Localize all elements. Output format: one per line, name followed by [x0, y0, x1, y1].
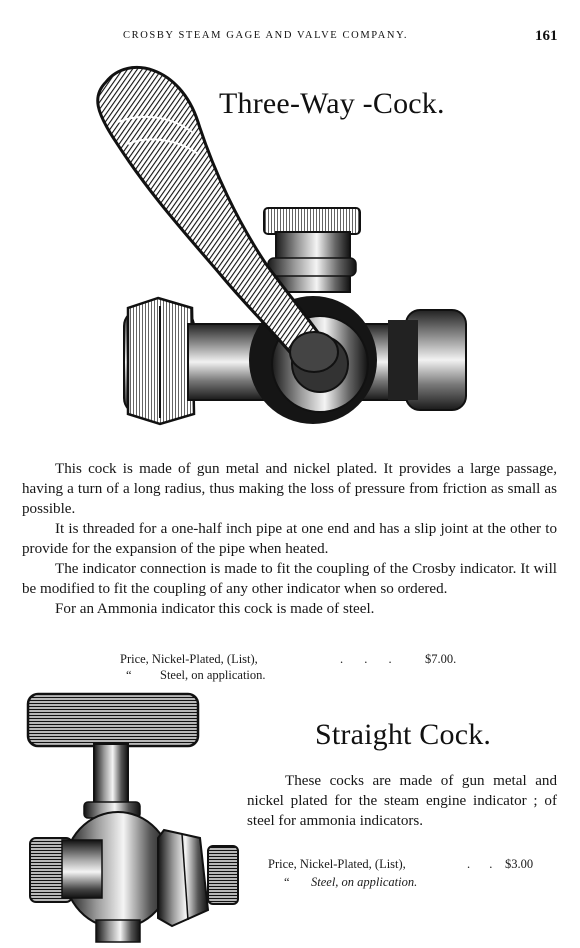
straight-cock-description [247, 771, 557, 831]
straight-cock-illustration [22, 690, 244, 946]
straight-cock-heading: Straight Cock. [315, 718, 492, 751]
price-label: Price, Nickel-Plated, (List), [120, 652, 258, 666]
paragraph: The indicator connection is made to fit the coupling of the Crosby indicator. It will be modified to fit the coupling of any other indicator when so ordered. [22, 561, 557, 597]
paragraph: It is threaded for a one-half inch pipe at one end and has a slip joint at the other to provide for the expansion of the pipe when heated. [22, 521, 557, 557]
three-way-cock-description [22, 459, 557, 619]
running-head [0, 30, 580, 50]
paragraph: For an Ammonia indicator this cock is made of steel. [55, 601, 375, 617]
steel-price-note: Steel, on application. [160, 668, 266, 682]
three-way-cock-heading: Three-Way -Cock. [219, 87, 445, 120]
ditto-mark: “ [284, 875, 290, 889]
price-amount: $7.00. [425, 652, 457, 666]
paragraph: This cock is made of gun metal and nickel plated. It provides a large passage, having a turn of a long radius, thus making the loss of pressure from friction as small as possible. [22, 461, 557, 517]
straight-price-block [0, 857, 580, 891]
steel-price-note: Steel, on application. [311, 875, 418, 889]
running-head-title: CROSBY STEAM GAGE AND VALVE COMPANY. [123, 30, 409, 41]
price-label: Price, Nickel-Plated, (List), [268, 857, 406, 871]
page-number: 161 [535, 28, 558, 44]
paragraph: These cocks are made of gun metal and nickel plated for the steam engine indicator ; of steel for ammonia indicators. [247, 773, 557, 829]
ditto-mark: “ [126, 668, 132, 682]
price-leaders: . . . [340, 652, 401, 666]
price-amount: $3.00 [505, 857, 534, 871]
price-leaders: . . [467, 857, 501, 871]
three-way-price-block [0, 652, 580, 686]
